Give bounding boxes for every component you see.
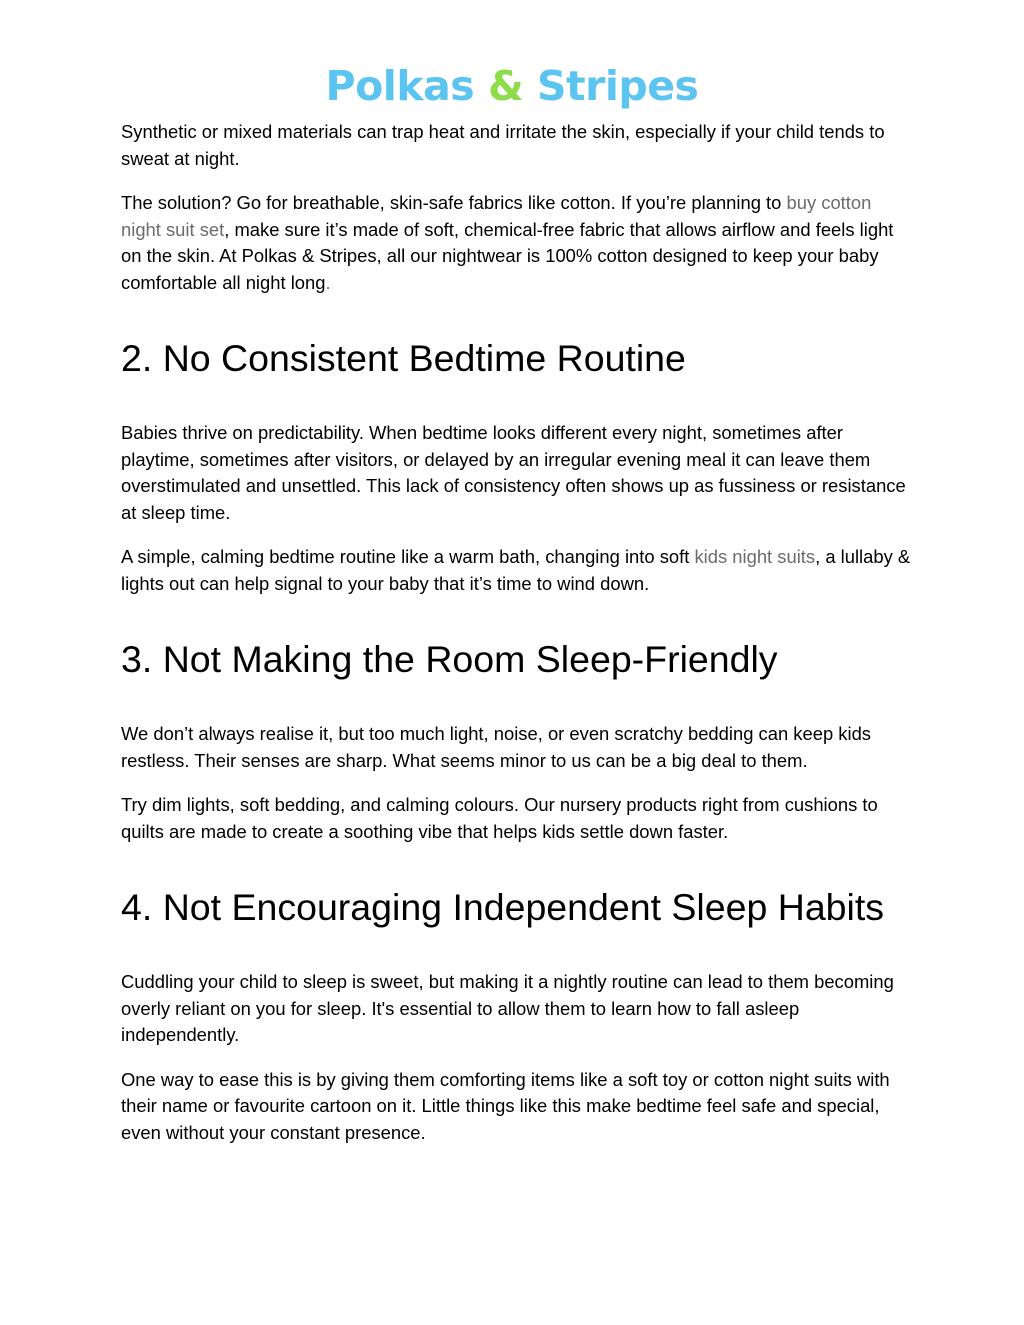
brand-logo	[0, 58, 1024, 114]
kids-night-suits-link[interactable]: kids night suits	[694, 546, 816, 567]
paragraph-text: , make sure it’s made of soft, chemical-free fabric that allows airflow and feels light on the skin. At Polkas & Stripes, all our nightwear is 100% cotton designed to keep your baby comfortable all night long	[121, 218, 894, 293]
section-heading-block	[121, 637, 911, 681]
paragraph-comfort-items	[121, 1067, 911, 1147]
paragraph-text: One way to ease this is by giving them comforting items like a soft toy or cotton night suits with their name or favourite cartoon on it. Little things like this make bedtime feel safe and special, even without your constant presence.	[121, 1068, 890, 1143]
paragraph-text: Try dim lights, soft bedding, and calming colours. Our nursery products right from cushions to quilts are made to create a soothing vibe that helps kids settle down faster.	[121, 794, 878, 842]
paragraph-text: Cuddling your child to sleep is sweet, but making it a nightly routine can lead to them becoming overly reliant on you for sleep. It's essential to allow them to learn how to fall asleep independently.	[121, 971, 894, 1045]
paragraph-predictability	[121, 420, 911, 526]
article-body	[121, 119, 911, 1164]
paragraph-text: , a lullaby & lights out can help signal to your baby that it’s time to wind down.	[121, 546, 911, 594]
paragraph-nursery-products	[121, 792, 911, 845]
heading-sleep-friendly-room: 3. Not Making the Room Sleep-Friendly	[121, 638, 778, 680]
paragraph-bedtime-routine	[121, 544, 911, 597]
paragraph-text: We don’t always realise it, but too much light, noise, or even scratchy bedding can keep kids restless. Their senses are sharp. What seems minor to us can be a big deal to them.	[121, 723, 871, 771]
logo-ampersand: &	[487, 62, 524, 110]
heading-consistent-bedtime-routine: 2. No Consistent Bedtime Routine	[121, 337, 686, 379]
heading-independent-sleep: 4. Not Encouraging Independent Sleep Habits	[121, 886, 885, 928]
logo-word-polkas: Polkas	[325, 62, 475, 110]
paragraph-text: Babies thrive on predictability. When bedtime looks different every night, sometimes after playtime, sometimes after visitors, or delayed by an irregular evening meal it can leave them overstimulated and unsettled. This lack of consistency often shows up as fussiness or resistance at sleep time.	[121, 422, 906, 523]
paragraph-synthetic-materials	[121, 119, 911, 172]
paragraph-text: The solution? Go for breathable, skin-safe fabrics like cotton. If you’re planning to	[121, 192, 787, 213]
paragraph-cuddling	[121, 969, 911, 1049]
paragraph-text: Synthetic or mixed materials can trap heat and irritate the skin, especially if your child tends to sweat at night.	[121, 121, 885, 169]
paragraph-text: A simple, calming bedtime routine like a warm bath, changing into soft	[121, 546, 695, 567]
logo-word-stripes: Stripes	[536, 62, 699, 110]
buy-cotton-night-suit-set-link[interactable]: buy cotton night suit set	[121, 192, 872, 240]
section-heading-block	[121, 336, 911, 380]
trailing-link-period[interactable]: .	[325, 271, 331, 293]
section-heading-block	[121, 885, 911, 929]
paragraph-light-noise	[121, 721, 911, 774]
paragraph-solution	[121, 190, 911, 296]
